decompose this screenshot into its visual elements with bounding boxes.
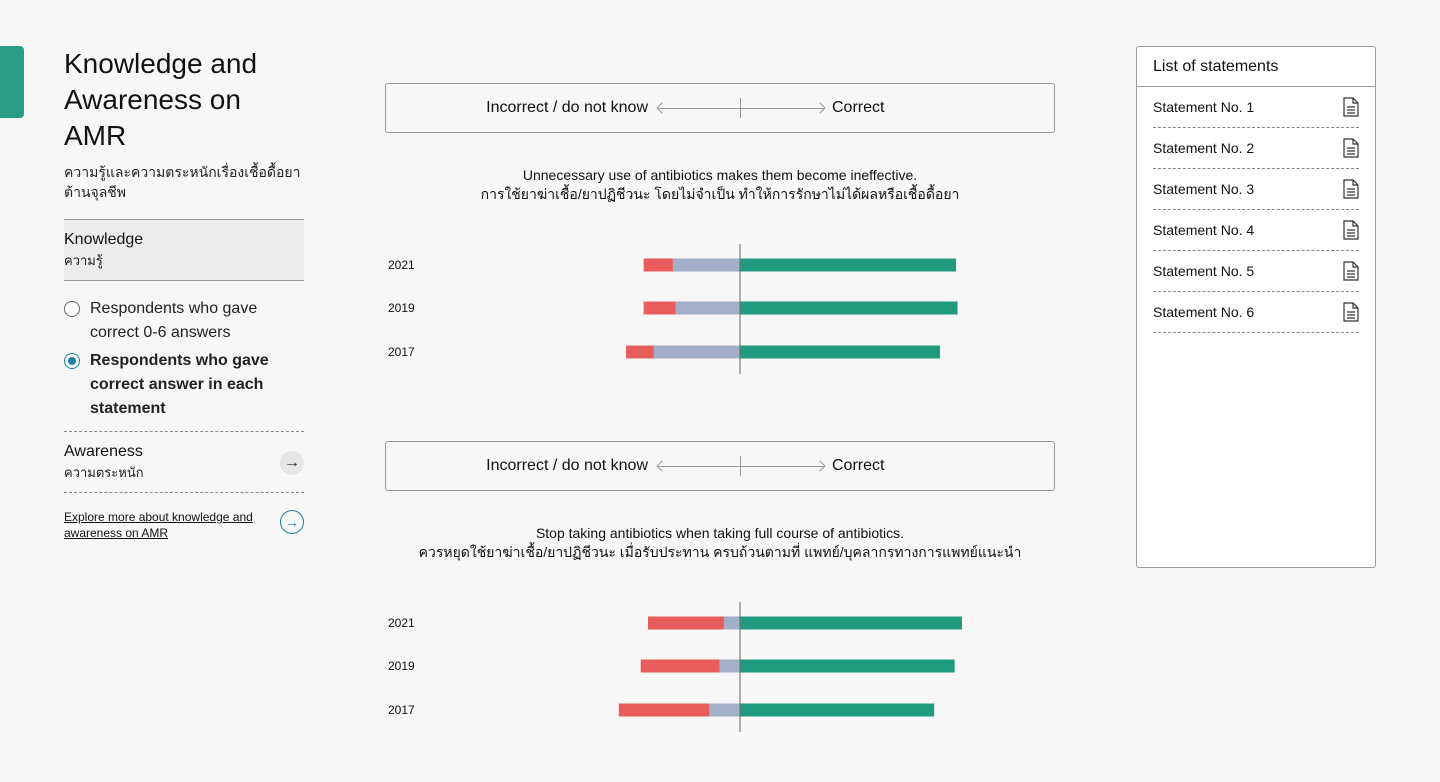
statement-thai: ควรหยุดใช้ยาฆ่าเชื้อ/ยาปฏิชีวนะ เมื่อรับประทาน ครบถ้วนตามที่ แพทย์/บุคลากรทางการแพทย์แนะนำ bbox=[418, 544, 1022, 560]
sidebar bbox=[64, 46, 304, 543]
legend-axis-line bbox=[658, 466, 824, 467]
bar-do-not-know[interactable] bbox=[709, 704, 740, 717]
statement-item[interactable] bbox=[1153, 169, 1359, 210]
year-label: 2021 bbox=[388, 616, 415, 630]
bar-do-not-know[interactable] bbox=[676, 302, 740, 315]
statement-item-label: Statement No. 3 bbox=[1153, 181, 1255, 197]
knowledge-subtitle: ความรู้ bbox=[64, 253, 103, 268]
bar-do-not-know[interactable] bbox=[720, 660, 740, 673]
option-label: Respondents who gave correct 0-6 answers bbox=[90, 300, 258, 341]
diverging-bar-chart bbox=[385, 602, 1055, 732]
legend-correct-label: Correct bbox=[832, 99, 885, 116]
chart-svg bbox=[385, 602, 1055, 732]
document-icon bbox=[1343, 302, 1359, 322]
year-label: 2019 bbox=[388, 301, 415, 315]
accent-tab bbox=[0, 46, 24, 118]
document-icon bbox=[1343, 261, 1359, 281]
year-label: 2017 bbox=[388, 345, 415, 359]
bar-incorrect[interactable] bbox=[644, 302, 676, 315]
arrow-right-icon[interactable]: → bbox=[280, 451, 304, 475]
knowledge-options bbox=[64, 297, 304, 421]
arrow-left-icon bbox=[656, 102, 667, 113]
statement-list bbox=[1137, 87, 1375, 333]
year-label: 2017 bbox=[388, 703, 415, 717]
statement-item[interactable] bbox=[1153, 210, 1359, 251]
statement-item-label: Statement No. 4 bbox=[1153, 222, 1255, 238]
legend-incorrect-label: Incorrect / do not know bbox=[486, 99, 648, 116]
statement-text bbox=[385, 166, 1055, 204]
bar-incorrect[interactable] bbox=[641, 660, 720, 673]
page-title: Knowledge and Awareness on AMR bbox=[64, 48, 258, 151]
chart-svg bbox=[385, 244, 1055, 374]
legend-center-tick bbox=[740, 456, 741, 476]
arrow-left-icon bbox=[656, 460, 667, 471]
statement-item-label: Statement No. 5 bbox=[1153, 263, 1255, 279]
statement-item[interactable] bbox=[1153, 251, 1359, 292]
diverging-bar-chart bbox=[385, 244, 1055, 374]
bar-correct[interactable] bbox=[740, 660, 955, 673]
statement-item-label: Statement No. 6 bbox=[1153, 304, 1255, 320]
year-label: 2021 bbox=[388, 258, 415, 272]
bar-do-not-know[interactable] bbox=[724, 617, 740, 630]
knowledge-title: Knowledge bbox=[64, 231, 144, 248]
bar-do-not-know[interactable] bbox=[654, 346, 740, 359]
statement-item-label: Statement No. 2 bbox=[1153, 140, 1255, 156]
arrow-right-icon bbox=[814, 102, 825, 113]
document-icon bbox=[1343, 220, 1359, 240]
explore-more bbox=[64, 509, 304, 543]
bar-correct[interactable] bbox=[740, 259, 956, 272]
year-label: 2019 bbox=[388, 659, 415, 673]
radio-button[interactable] bbox=[64, 301, 80, 317]
option-correct-count[interactable] bbox=[64, 297, 304, 345]
arrow-right-icon bbox=[814, 460, 825, 471]
bar-incorrect[interactable] bbox=[626, 346, 654, 359]
statement-thai: การใช้ยาฆ่าเชื้อ/ยาปฏิชีวนะ โดยไม่จำเป็น ทำให้การรักษาไม่ได้ผลหรือเชื้อดื้อยา bbox=[480, 186, 960, 202]
bar-correct[interactable] bbox=[740, 302, 958, 315]
bar-do-not-know[interactable] bbox=[673, 259, 740, 272]
knowledge-section[interactable] bbox=[64, 219, 304, 281]
legend-correct-label: Correct bbox=[832, 457, 885, 474]
bar-correct[interactable] bbox=[740, 704, 934, 717]
bar-correct[interactable] bbox=[740, 617, 962, 630]
statement-english: Stop taking antibiotics when taking full course of antibiotics. bbox=[535, 525, 905, 541]
page-subtitle: ความรู้และความตระหนักเรื่องเชื้อดื้อยาต้านจุลชีพ bbox=[64, 164, 301, 200]
document-icon bbox=[1343, 179, 1359, 199]
awareness-title: Awareness bbox=[64, 443, 143, 460]
statement-item[interactable] bbox=[1153, 87, 1359, 128]
bar-incorrect[interactable] bbox=[644, 259, 673, 272]
explore-more-link[interactable]: Explore more about knowledge and awareness on AMR bbox=[64, 510, 253, 540]
awareness-section[interactable] bbox=[64, 431, 304, 493]
legend-box bbox=[385, 83, 1055, 133]
document-icon bbox=[1343, 97, 1359, 117]
legend-axis-line bbox=[658, 108, 824, 109]
option-label: Respondents who gave correct answer in each statement bbox=[90, 352, 269, 417]
statement-item[interactable] bbox=[1153, 128, 1359, 169]
legend-incorrect-label: Incorrect / do not know bbox=[486, 457, 648, 474]
bar-correct[interactable] bbox=[740, 346, 940, 359]
arrow-circle-right-icon[interactable]: → bbox=[280, 510, 304, 534]
option-each-statement[interactable] bbox=[64, 349, 304, 421]
statement-text bbox=[385, 524, 1055, 562]
legend-box bbox=[385, 441, 1055, 491]
statement-item[interactable] bbox=[1153, 292, 1359, 333]
statement-english: Unnecessary use of antibiotics makes them become ineffective. bbox=[522, 167, 918, 183]
bar-incorrect[interactable] bbox=[648, 617, 724, 630]
panel-title: List of statements bbox=[1137, 47, 1375, 87]
awareness-subtitle: ความตระหนัก bbox=[64, 465, 144, 480]
statement-list-panel bbox=[1136, 46, 1376, 568]
document-icon bbox=[1343, 138, 1359, 158]
radio-button-selected[interactable] bbox=[64, 353, 80, 369]
legend-center-tick bbox=[740, 98, 741, 118]
bar-incorrect[interactable] bbox=[619, 704, 710, 717]
statement-item-label: Statement No. 1 bbox=[1153, 99, 1255, 115]
